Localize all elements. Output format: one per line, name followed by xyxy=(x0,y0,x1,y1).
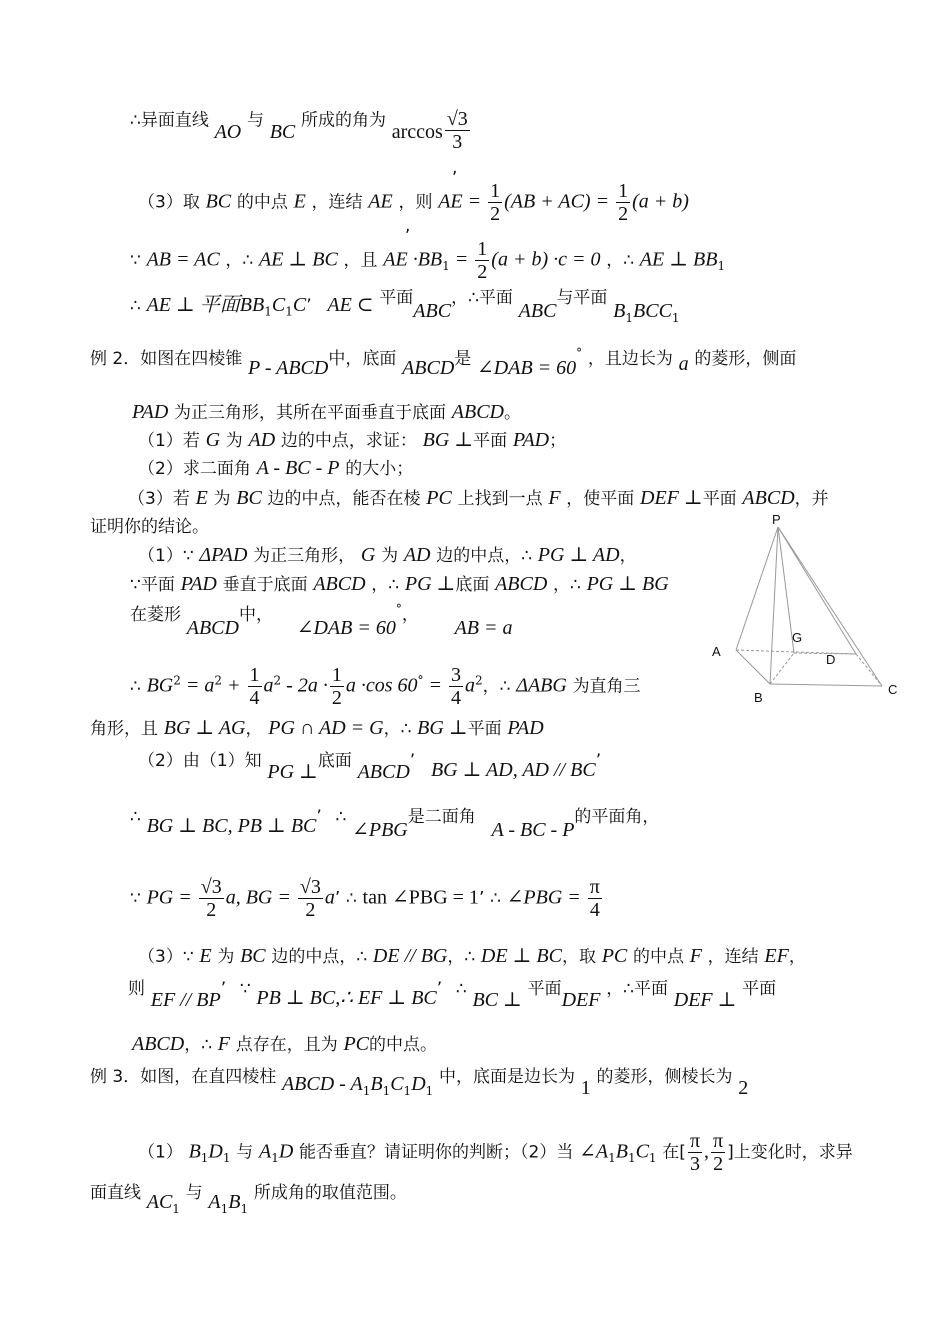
subscript: 1 xyxy=(200,1151,209,1166)
text: ，∴ xyxy=(447,947,476,967)
text: ，且边长为 xyxy=(587,349,673,369)
text: ，∴ xyxy=(482,676,511,697)
text: ∴ xyxy=(335,807,347,827)
text: 为正三角形，其所在平面垂直于底面 xyxy=(174,403,447,423)
math: ABCD xyxy=(132,1033,185,1055)
math: AE ⊂ xyxy=(327,294,374,316)
solution-5 xyxy=(90,716,544,740)
math: AD xyxy=(248,429,276,451)
text: （2）由（1）知 xyxy=(138,751,262,771)
text: 为直角三 xyxy=(572,676,641,697)
text: ，∴ xyxy=(225,250,254,271)
math: 1 xyxy=(580,1077,591,1099)
text: 边的中点，求证： xyxy=(280,431,417,451)
label-a: A xyxy=(712,644,721,659)
solution-1 xyxy=(138,543,637,567)
fraction: $\frac{1}{4}$ xyxy=(249,664,260,709)
math: = xyxy=(423,674,447,697)
edge-dc xyxy=(856,654,882,686)
math: AE xyxy=(368,190,393,213)
text: 是二面角 xyxy=(407,807,476,827)
edge-ab xyxy=(736,650,770,684)
math: A - BC - P xyxy=(491,819,575,841)
text: ∴ xyxy=(490,888,501,909)
math: PG ⊥ BG xyxy=(586,573,669,595)
math: PG ⊥ xyxy=(404,573,456,595)
fraction: $\frac{√3}{3}$ xyxy=(446,108,468,153)
math: AB = AC xyxy=(146,248,220,271)
math: AO xyxy=(214,120,242,143)
text: ，连结 xyxy=(707,947,759,967)
math: AB = a xyxy=(454,617,513,639)
text: ∴异面直线 xyxy=(130,110,209,131)
math: AE ·BB xyxy=(383,248,443,271)
example-2-q3 xyxy=(128,486,829,510)
text: 与平面 xyxy=(556,288,608,308)
example-2-line-1 xyxy=(90,346,797,379)
text: 平面 xyxy=(527,979,562,999)
math: ∠PBG xyxy=(352,819,408,841)
text: （3）取 xyxy=(138,192,200,213)
math: C xyxy=(271,294,286,316)
text: 与 xyxy=(236,1142,254,1163)
text: 上找到一点 xyxy=(457,489,543,509)
text: 边的中点，∴ xyxy=(271,947,368,967)
example-3-line-2 xyxy=(138,1130,853,1175)
math: P - ABCD xyxy=(247,357,329,379)
subscript: 1 xyxy=(625,310,634,325)
math: BC xyxy=(205,190,232,213)
text: 所成的角为 xyxy=(301,110,386,131)
math: DEF xyxy=(561,989,601,1011)
text: 为 xyxy=(225,431,243,451)
math: AE ⊥ 平面BB xyxy=(146,294,265,316)
text: ，则 xyxy=(398,192,433,213)
math: C xyxy=(390,1073,404,1095)
text: 的大小； xyxy=(345,459,414,479)
superscript: 2 xyxy=(273,673,282,688)
text: ’ xyxy=(334,888,341,909)
solution-11 xyxy=(132,1032,437,1056)
solution-10 xyxy=(128,976,777,1011)
math: a xyxy=(465,674,475,697)
text: 平面 xyxy=(379,288,414,308)
text: 的菱形，侧棱长为 xyxy=(596,1067,733,1087)
subscript: 1 xyxy=(425,1083,434,1098)
label-b: B xyxy=(754,690,763,705)
math: ABC xyxy=(518,300,557,322)
math: D xyxy=(208,1140,223,1163)
text: 面直线 xyxy=(90,1183,141,1203)
fraction: $\frac{1}{2}$ xyxy=(490,180,501,225)
math: ABCD xyxy=(313,573,366,595)
math: BG ⊥ BC, PB ⊥ BC xyxy=(146,815,317,837)
text: ，连结 xyxy=(311,192,363,213)
text: 平面 xyxy=(702,489,737,509)
math: C xyxy=(635,1140,649,1163)
math: D xyxy=(411,1073,426,1095)
superscript: 2 xyxy=(475,673,483,688)
math: ABCD xyxy=(742,487,795,509)
math: BCC xyxy=(633,300,672,322)
math: ΔABG xyxy=(516,674,567,697)
subscript: 1 xyxy=(627,1151,636,1166)
math: ABC xyxy=(413,300,452,322)
stray-comma: , xyxy=(452,158,458,178)
text: ∵ xyxy=(130,888,141,909)
subscript: 1 xyxy=(264,304,272,319)
text: 的中点 xyxy=(632,947,684,967)
text: 为 xyxy=(381,546,399,566)
math: a, BG = xyxy=(225,886,296,909)
math: BG ⊥ AG xyxy=(163,717,246,739)
math: PAD xyxy=(512,429,550,451)
line-3 xyxy=(130,238,725,283)
example-3-line-3 xyxy=(90,1180,407,1216)
superscript: 2 xyxy=(214,673,223,688)
math: PG ⊥ xyxy=(267,761,318,783)
math: ABCD xyxy=(402,357,455,379)
label-c: C xyxy=(888,682,898,697)
math: BG ⊥ AD, AD // BC xyxy=(430,759,596,781)
text: ∴ xyxy=(345,888,357,909)
subscript: 1 xyxy=(717,259,726,274)
math: = a xyxy=(180,674,215,697)
edge-gd xyxy=(794,653,856,654)
text: ’ xyxy=(316,807,322,827)
label-g: G xyxy=(792,630,803,645)
text: ∵平面 xyxy=(130,575,175,595)
text: ，使平面 xyxy=(566,489,635,509)
math: DE // BG xyxy=(372,945,448,967)
math: PB ⊥ BC,∴ EF ⊥ BC xyxy=(256,987,437,1009)
math: A - BC - P xyxy=(256,457,340,479)
math: a xyxy=(678,353,689,375)
math: BG xyxy=(146,674,174,697)
subscript: 1 xyxy=(240,1201,249,1216)
text: ’ xyxy=(478,888,485,909)
math: E xyxy=(199,945,212,967)
edge-pd xyxy=(778,527,856,654)
text: （2）求二面角 xyxy=(138,459,251,479)
subscript: 1 xyxy=(172,1201,180,1216)
edge-pa xyxy=(736,527,778,650)
text: ，取 xyxy=(561,947,596,967)
fraction: $\frac{1}{2}$ xyxy=(618,180,629,225)
text: 底面 xyxy=(455,575,490,595)
math: B xyxy=(188,1140,201,1163)
text: 边的中点，∴ xyxy=(436,546,533,566)
label-p: P xyxy=(772,514,781,527)
fraction: $\frac{√3}{2}$ xyxy=(200,876,222,921)
math: ∠PBG = xyxy=(506,886,586,909)
fraction: $\frac{3}{4}$ xyxy=(451,664,461,709)
math: E xyxy=(195,487,208,509)
text: ，∴ xyxy=(606,250,635,271)
math: a ·cos 60 xyxy=(345,674,418,697)
solution-7 xyxy=(130,804,660,841)
text: 则 xyxy=(128,979,145,999)
text: 垂直于底面 xyxy=(222,575,308,595)
math: G xyxy=(205,429,221,451)
text: 的中点。 xyxy=(369,1035,438,1055)
math: a xyxy=(324,886,335,909)
text: 平面 xyxy=(742,979,777,999)
math: PG ∩ AD = G xyxy=(268,717,384,739)
text: 点存在，且为 xyxy=(235,1035,338,1055)
text: 平面 xyxy=(467,719,502,739)
text: ∴ xyxy=(130,296,141,316)
text: 中， xyxy=(238,605,273,625)
text: ∴ xyxy=(130,807,141,827)
text: 平面 xyxy=(473,431,508,451)
math: A xyxy=(208,1191,221,1213)
degree: ° xyxy=(395,602,402,616)
fraction: $\frac{1}{2}$ xyxy=(477,238,488,283)
subscript: 1 xyxy=(608,1151,616,1166)
math: AE ⊥ BB xyxy=(639,248,718,271)
text: 边的中点，能否在棱 xyxy=(267,489,421,509)
math: ∠DAB = 60 xyxy=(477,357,577,379)
text: ，∴ xyxy=(371,575,400,595)
math: EF // BP xyxy=(150,989,221,1011)
edge-pb xyxy=(770,527,778,684)
example-2-line-2 xyxy=(132,400,521,424)
math: ABCD xyxy=(357,761,410,783)
subscript: 1 xyxy=(648,1151,657,1166)
text: ，∴平面 xyxy=(451,288,513,308)
solution-6 xyxy=(138,748,602,783)
text: 所成角的取值范围。 xyxy=(253,1183,407,1203)
text: ， xyxy=(245,719,263,739)
label-d: D xyxy=(826,652,836,667)
text: 例 3．如图，在直四棱柱 xyxy=(90,1067,277,1087)
subscript: 1 xyxy=(362,1083,371,1098)
fraction: $\frac{\pi}{4}$ xyxy=(589,876,600,921)
text: 。 xyxy=(504,403,521,423)
fraction: $\frac{\pi}{3}$ xyxy=(689,1130,701,1175)
fraction: $\frac{\pi}{2}$ xyxy=(713,1130,724,1175)
text: 为 xyxy=(213,489,231,509)
math: + xyxy=(222,674,246,697)
pyramid-edges xyxy=(736,527,882,686)
text: ∴ xyxy=(455,979,467,999)
fraction: $\frac{√3}{2}$ xyxy=(299,876,321,921)
math: BG ⊥ xyxy=(422,429,474,451)
math: B xyxy=(615,1140,628,1163)
math: PAD xyxy=(180,573,217,595)
math: ABCD xyxy=(186,617,239,639)
math: (a + b) ·c = 0 xyxy=(491,248,601,271)
text: ； xyxy=(549,431,567,451)
math: ∠DAB = 60 xyxy=(296,617,396,639)
subscript: 1 xyxy=(382,1083,391,1098)
edge-bc xyxy=(770,684,882,686)
text: ’ xyxy=(436,979,443,999)
math: PAD xyxy=(132,401,169,423)
text: （1）∵ xyxy=(138,546,194,566)
solution-2 xyxy=(130,572,669,596)
math: PC xyxy=(601,945,628,967)
math: PAD xyxy=(507,717,544,739)
edge-bg xyxy=(770,653,794,684)
text: ，∴ xyxy=(184,1035,213,1055)
math: BC xyxy=(240,945,266,967)
math: (a + b) xyxy=(632,190,689,213)
math: AD xyxy=(403,544,431,566)
text: , xyxy=(704,1140,710,1163)
text: 为正三角形， xyxy=(253,546,356,566)
math: EF xyxy=(764,945,789,967)
subscript: 1 xyxy=(220,1201,229,1216)
math: ABCD xyxy=(451,401,504,423)
text: 例 2．如图在四棱锥 xyxy=(90,349,243,369)
math: PG = xyxy=(146,886,197,909)
solution-9 xyxy=(138,944,806,968)
text: 是 xyxy=(454,349,472,369)
text: ，∴ xyxy=(383,719,412,739)
math: F xyxy=(548,487,561,509)
math: ABCD xyxy=(495,573,548,595)
math: AC xyxy=(146,1191,173,1213)
text: ∵ xyxy=(130,250,141,271)
subscript: 1 xyxy=(442,259,450,274)
math: B xyxy=(228,1191,241,1213)
math: BC xyxy=(236,487,262,509)
text: ’ xyxy=(595,751,602,771)
text: 在菱形 xyxy=(130,605,181,625)
math: tan ∠PBG = 1 xyxy=(362,886,479,909)
subscript: 1 xyxy=(403,1083,412,1098)
text: （3）若 xyxy=(128,489,190,509)
text: （3）∵ xyxy=(138,947,194,967)
text: 底面 xyxy=(317,751,352,771)
example-2-q3-cont: 证明你的结论。 xyxy=(90,517,209,537)
text: 的平面角， xyxy=(574,807,660,827)
text: 与 xyxy=(185,1183,203,1203)
subscript: 1 xyxy=(671,310,680,325)
degree: ° xyxy=(417,673,424,688)
math: BC ⊥ xyxy=(472,989,522,1011)
line-4 xyxy=(130,288,680,325)
text: ，∴平面 xyxy=(606,979,669,999)
math: a xyxy=(263,674,274,697)
math: ΔPAD xyxy=(199,544,248,566)
math: G xyxy=(360,544,376,566)
solution-8 xyxy=(130,876,604,921)
math: PC xyxy=(426,487,452,509)
text: 中，底面是边长为 xyxy=(439,1067,576,1087)
solution-3 xyxy=(130,602,513,639)
text: 在[ xyxy=(662,1142,686,1163)
math: PG ⊥ AD xyxy=(537,544,620,566)
math: AE ⊥ BC xyxy=(258,248,338,271)
text: 能否垂直？请证明你的判断；（2）当 xyxy=(299,1142,574,1163)
pyramid-figure xyxy=(706,514,950,714)
math: C xyxy=(292,294,307,316)
math: AE = xyxy=(438,190,487,213)
math: PC xyxy=(343,1033,370,1055)
math: E xyxy=(293,190,306,213)
math: D xyxy=(278,1140,294,1163)
fraction: $\frac{1}{2}$ xyxy=(331,664,342,709)
math: BC xyxy=(269,120,296,143)
math: BG ⊥ xyxy=(417,717,468,739)
text: ’ xyxy=(306,296,312,316)
math: - 2a · xyxy=(281,674,328,697)
text: ，且 xyxy=(343,250,378,271)
math: DE ⊥ BC xyxy=(480,945,562,967)
math: 2 xyxy=(738,1077,749,1099)
text: ’ xyxy=(409,751,416,771)
text: ]上变化时，求异 xyxy=(727,1142,853,1163)
math: = xyxy=(449,248,474,271)
text: ， xyxy=(619,546,637,566)
line-2 xyxy=(138,180,689,225)
solution-4 xyxy=(130,664,641,709)
math: B xyxy=(370,1073,383,1095)
math: DEF ⊥ xyxy=(673,989,737,1011)
text: 与 xyxy=(246,110,264,131)
text: （1） xyxy=(138,1142,183,1163)
text: （1）若 xyxy=(138,431,200,451)
text: ， xyxy=(788,947,806,967)
text: ，∴ xyxy=(553,575,581,595)
stray-comma: , xyxy=(405,216,411,236)
text: ’ xyxy=(220,979,227,999)
subscript: 1 xyxy=(285,304,293,319)
text: ，并 xyxy=(794,489,829,509)
subscript: 1 xyxy=(222,1151,231,1166)
text: ∴ xyxy=(130,676,141,697)
math: F xyxy=(689,945,702,967)
math: A xyxy=(258,1140,272,1163)
text: 为 xyxy=(217,947,235,967)
text: 中，底面 xyxy=(328,349,397,369)
subscript: 1 xyxy=(271,1151,279,1166)
math: ABCD - A xyxy=(281,1073,363,1095)
text: 的中点 xyxy=(236,192,288,213)
example-3-line-1 xyxy=(90,1064,749,1099)
math: F xyxy=(217,1033,230,1055)
math: arccos xyxy=(391,120,443,143)
math: (AB + AC) = xyxy=(504,190,615,213)
text: 的菱形，侧面 xyxy=(694,349,797,369)
math: B xyxy=(613,300,626,322)
text: 角形，且 xyxy=(90,719,158,739)
math: ∠A xyxy=(579,1140,609,1163)
math: DEF ⊥ xyxy=(640,487,703,509)
text: ∵ xyxy=(239,979,251,999)
example-2-q1 xyxy=(138,428,566,452)
degree: ° xyxy=(576,346,583,360)
line-1 xyxy=(130,98,472,153)
text: ， xyxy=(401,605,419,625)
superscript: 2 xyxy=(173,673,181,688)
example-2-q2 xyxy=(138,456,413,480)
